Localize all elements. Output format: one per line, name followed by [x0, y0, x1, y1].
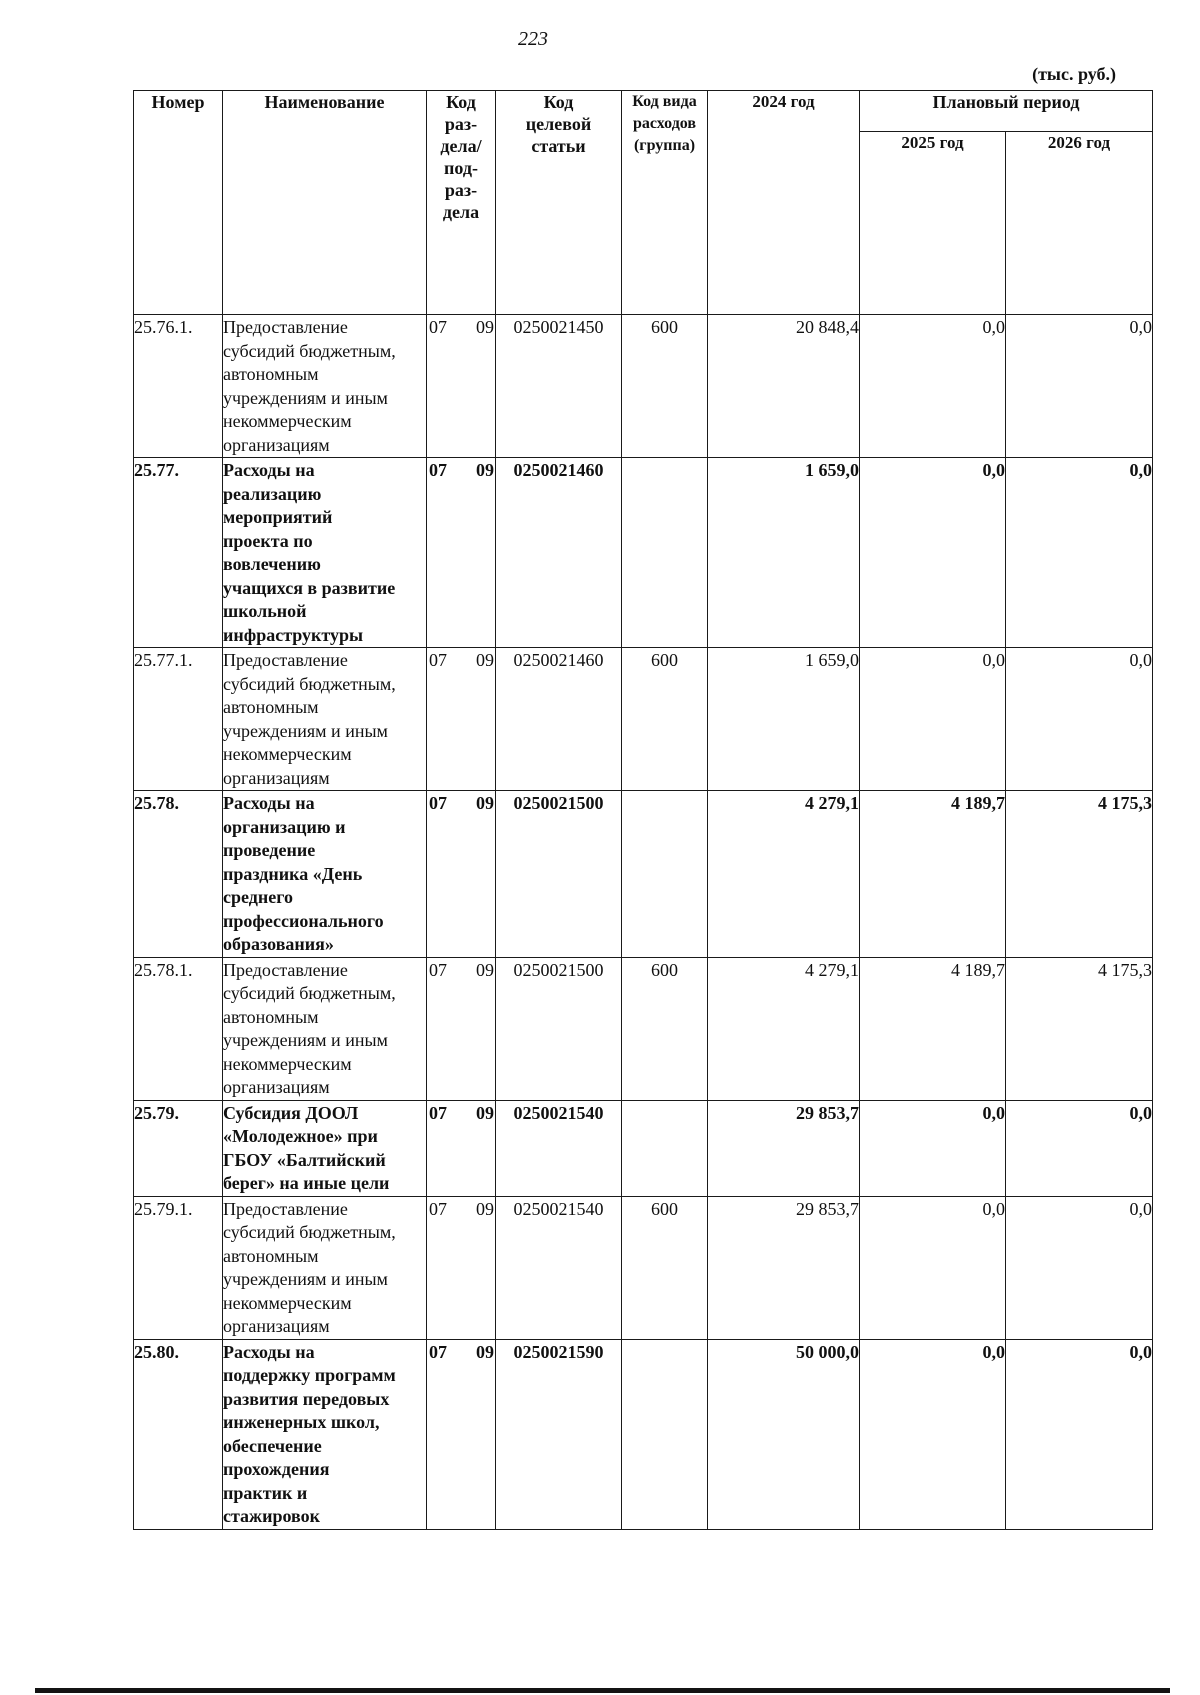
row-value-2024: 20 848,4 — [708, 315, 860, 458]
row-number: 25.78. — [134, 791, 223, 958]
row-value-2024: 1 659,0 — [708, 458, 860, 648]
row-value-2024: 50 000,0 — [708, 1339, 860, 1529]
row-name-line: учреждениям и иным — [223, 720, 388, 741]
header-section-line: Код — [446, 92, 476, 112]
row-section-code — [427, 1339, 496, 1529]
row-name-line: профессионального — [223, 910, 384, 931]
header-year-2024: 2024 год — [708, 91, 860, 315]
row-subsection: 09 — [476, 650, 494, 670]
row-expense-type: 600 — [622, 315, 708, 458]
row-name-line: учащихся в развитие — [223, 577, 396, 598]
row-value-2025: 0,0 — [860, 1196, 1006, 1339]
row-subsection: 09 — [476, 1102, 494, 1123]
row-expense-type — [622, 1100, 708, 1196]
row-number: 25.79.1. — [134, 1196, 223, 1339]
row-name-line: организациям — [223, 1316, 330, 1336]
row-expense-type: 600 — [622, 648, 708, 791]
header-year-2026: 2026 год — [1006, 132, 1153, 315]
row-number: 25.76.1. — [134, 315, 223, 458]
header-section-line: дела/ — [440, 136, 482, 156]
row-name-line: учреждениям и иным — [223, 387, 388, 408]
row-subsection: 09 — [476, 1198, 494, 1219]
row-expense-type — [622, 1339, 708, 1529]
row-section: 07 — [429, 1198, 447, 1219]
row-name-line: Предоставление — [223, 317, 348, 337]
header-name: Наименование — [223, 91, 427, 315]
row-section: 07 — [429, 317, 447, 337]
row-name-line: организациям — [223, 767, 330, 788]
row-name-line: реализацию — [223, 483, 322, 504]
row-value-2026: 0,0 — [1006, 1196, 1153, 1339]
row-name-line: школьной — [223, 601, 307, 621]
header-target-code — [496, 91, 622, 315]
table-row — [134, 1100, 1153, 1196]
header-year-2025: 2025 год — [860, 132, 1006, 315]
row-section-code — [427, 957, 496, 1100]
row-name-line: образования» — [223, 934, 334, 954]
row-section-code — [427, 648, 496, 791]
row-name-line: Расходы на — [223, 793, 315, 813]
row-name-line: организацию и — [223, 816, 346, 837]
row-number: 25.79. — [134, 1100, 223, 1196]
row-name-line: вовлечению — [223, 554, 321, 574]
header-expense-type-line: Код вида — [632, 93, 697, 110]
row-name-line: обеспечение — [223, 1435, 322, 1456]
row-value-2025: 0,0 — [860, 1100, 1006, 1196]
header-section-line: раз- — [444, 114, 478, 134]
row-name-line: автономным — [223, 1245, 319, 1266]
row-section-code — [427, 1196, 496, 1339]
table-row — [134, 648, 1153, 791]
row-name-line: берег» на иные цели — [223, 1173, 390, 1193]
row-name-line: прохождения — [223, 1459, 330, 1479]
row-name-line: организациям — [223, 434, 330, 455]
row-name-line: некоммерческим — [223, 411, 352, 431]
row-name-line: учреждениям и иным — [223, 1030, 388, 1050]
row-target-code: 0250021590 — [496, 1339, 622, 1529]
header-section-line: дела — [442, 202, 480, 222]
row-value-2025: 0,0 — [860, 458, 1006, 648]
row-section-code — [427, 791, 496, 958]
header-expense-type — [622, 91, 708, 315]
row-target-code: 0250021460 — [496, 648, 622, 791]
row-name — [223, 791, 427, 958]
row-section: 07 — [429, 1341, 447, 1362]
row-value-2026: 0,0 — [1006, 1100, 1153, 1196]
row-value-2026: 0,0 — [1006, 648, 1153, 791]
row-value-2025: 0,0 — [860, 648, 1006, 791]
row-expense-type — [622, 458, 708, 648]
row-section-code — [427, 315, 496, 458]
row-value-2025: 4 189,7 — [860, 957, 1006, 1100]
row-value-2024: 29 853,7 — [708, 1196, 860, 1339]
row-subsection: 09 — [476, 959, 494, 980]
row-expense-type: 600 — [622, 1196, 708, 1339]
row-value-2024: 29 853,7 — [708, 1100, 860, 1196]
row-value-2024: 4 279,1 — [708, 791, 860, 958]
row-value-2025: 0,0 — [860, 315, 1006, 458]
table-row — [134, 957, 1153, 1100]
row-name-line: некоммерческим — [223, 1292, 352, 1313]
row-name-line: стажировок — [223, 1506, 321, 1526]
row-name-line: развития передовых — [223, 1388, 390, 1409]
row-target-code: 0250021450 — [496, 315, 622, 458]
row-name-line: поддержку программ — [223, 1365, 396, 1385]
row-value-2025: 0,0 — [860, 1339, 1006, 1529]
row-name-line: Субсидия ДООЛ — [223, 1102, 359, 1123]
header-section-line: раз- — [444, 180, 478, 200]
row-name — [223, 1196, 427, 1339]
row-subsection: 09 — [476, 793, 494, 813]
row-expense-type: 600 — [622, 957, 708, 1100]
table-header — [134, 91, 1153, 315]
row-subsection: 09 — [476, 460, 494, 480]
row-name-line: проведение — [223, 840, 316, 860]
row-value-2026: 0,0 — [1006, 458, 1153, 648]
row-target-code: 0250021540 — [496, 1100, 622, 1196]
row-section: 07 — [429, 959, 447, 980]
table-body — [134, 315, 1153, 1530]
row-name-line: «Молодежное» при — [223, 1126, 378, 1146]
row-name — [223, 1100, 427, 1196]
row-number: 25.78.1. — [134, 957, 223, 1100]
row-number: 25.77.1. — [134, 648, 223, 791]
row-name — [223, 1339, 427, 1529]
row-name — [223, 648, 427, 791]
row-name-line: инфраструктуры — [223, 624, 364, 645]
page-number: 223 — [518, 28, 548, 50]
row-name-line: Расходы на — [223, 460, 315, 480]
row-name-line: субсидий бюджетным, — [223, 1222, 396, 1242]
row-section: 07 — [429, 650, 447, 670]
row-name-line: Предоставление — [223, 959, 348, 980]
row-value-2025: 4 189,7 — [860, 791, 1006, 958]
row-subsection: 09 — [476, 317, 494, 337]
table-row — [134, 458, 1153, 648]
row-name-line: практик и — [223, 1482, 308, 1503]
row-expense-type — [622, 791, 708, 958]
row-section: 07 — [429, 460, 447, 480]
row-target-code: 0250021460 — [496, 458, 622, 648]
header-number: Номер — [134, 91, 223, 315]
row-value-2024: 1 659,0 — [708, 648, 860, 791]
row-number: 25.77. — [134, 458, 223, 648]
row-name-line: некоммерческим — [223, 744, 352, 764]
row-name-line: Предоставление — [223, 1198, 348, 1219]
header-expense-type-line: (группа) — [633, 137, 696, 154]
row-name-line: ГБОУ «Балтийский — [223, 1149, 386, 1170]
header-expense-type-line: расходов — [632, 115, 697, 132]
row-number: 25.80. — [134, 1339, 223, 1529]
row-name — [223, 957, 427, 1100]
row-section: 07 — [429, 793, 447, 813]
row-target-code: 0250021500 — [496, 791, 622, 958]
table-row — [134, 315, 1153, 458]
row-name-line: организациям — [223, 1077, 330, 1097]
row-name-line: инженерных школ, — [223, 1412, 380, 1432]
header-target-line: Код — [543, 92, 574, 112]
table-row — [134, 1339, 1153, 1529]
table-row — [134, 791, 1153, 958]
row-name — [223, 458, 427, 648]
row-target-code: 0250021540 — [496, 1196, 622, 1339]
table-row — [134, 1196, 1153, 1339]
row-name-line: автономным — [223, 364, 319, 384]
row-name-line: проекта по — [223, 530, 313, 551]
row-name-line: субсидий бюджетным, — [223, 673, 396, 694]
row-section-code — [427, 1100, 496, 1196]
row-name-line: субсидий бюджетным, — [223, 340, 396, 361]
row-name-line: Расходы на — [223, 1341, 315, 1362]
header-section-line: под- — [444, 158, 478, 178]
header-section-code — [427, 91, 496, 315]
header-target-line: целевой — [525, 114, 592, 134]
row-name-line: автономным — [223, 1006, 319, 1027]
row-value-2026: 4 175,3 — [1006, 791, 1153, 958]
row-name-line: учреждениям и иным — [223, 1269, 388, 1289]
units-label: (тыс. руб.) — [1032, 64, 1116, 84]
row-section-code — [427, 458, 496, 648]
row-value-2026: 0,0 — [1006, 315, 1153, 458]
row-value-2024: 4 279,1 — [708, 957, 860, 1100]
row-target-code: 0250021500 — [496, 957, 622, 1100]
row-name-line: праздника «День — [223, 863, 363, 884]
header-planned-period: Плановый период — [860, 91, 1153, 132]
row-value-2026: 0,0 — [1006, 1339, 1153, 1529]
row-name-line: субсидий бюджетным, — [223, 983, 396, 1003]
row-section: 07 — [429, 1102, 447, 1123]
row-name-line: некоммерческим — [223, 1053, 352, 1074]
row-name-line: Предоставление — [223, 650, 348, 670]
row-name-line: автономным — [223, 697, 319, 717]
row-name-line: среднего — [223, 887, 293, 907]
page-bottom-rule — [35, 1688, 1170, 1693]
row-name — [223, 315, 427, 458]
budget-table — [133, 90, 1153, 1530]
header-target-line: статьи — [531, 136, 586, 156]
row-value-2026: 4 175,3 — [1006, 957, 1153, 1100]
row-name-line: мероприятий — [223, 507, 333, 527]
row-subsection: 09 — [476, 1341, 494, 1362]
